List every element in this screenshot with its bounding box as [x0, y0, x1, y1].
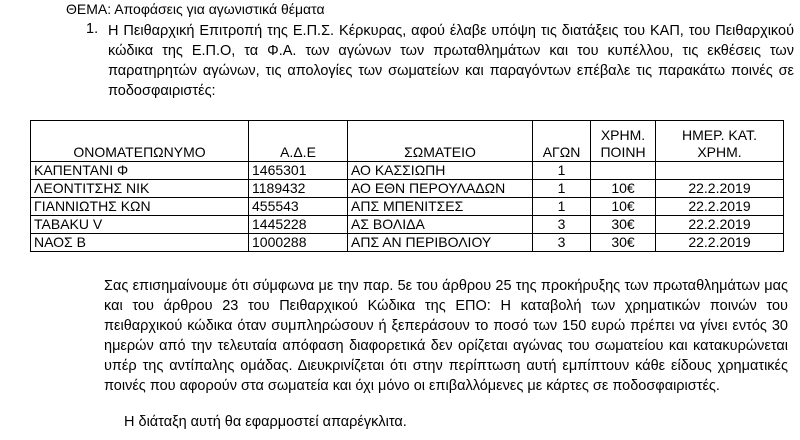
cell-club: ΑΟ ΚΑΣΣΙΩΠΗ — [348, 162, 533, 180]
cell-club: ΑΠΣ ΑΝ ΠΕΡΙΒΟΛΙΟΥ — [348, 234, 533, 252]
cell-fine: 30€ — [591, 216, 656, 234]
item-number: 1. — [86, 21, 99, 37]
table-row — [31, 162, 784, 180]
header-fine: ΧΡΗΜ. ΠΟΙΝΗ — [591, 121, 656, 162]
cell-ade: 1000288 — [249, 234, 348, 252]
cell-date: 22.2.2019 — [656, 180, 784, 198]
header-ade: Α.Δ.Ε — [249, 121, 348, 162]
notice-paragraph — [104, 276, 788, 396]
cell-ade: 1465301 — [249, 162, 348, 180]
table-row — [31, 216, 784, 234]
intro-paragraph — [108, 21, 794, 101]
cell-fine: 30€ — [591, 234, 656, 252]
cell-games: 3 — [533, 234, 591, 252]
document-subject: ΘΕΜΑ: Αποφάσεις για αγωνιστικά θέματα — [66, 1, 325, 17]
table-row — [31, 234, 784, 252]
intro-text: Η Πειθαρχική Επιτροπή της Ε.Π.Σ. Κέρκυρας, αφού έλαβε υπόψη τις διατάξεις του ΚΑΠ, του Πειθαρχικού κώδικα της Ε.Π.Ο, τα Φ.Α. των αγώνων των πρωταθλημάτων και του κυπέλλου, τις εκθέσεις των παρατηρητών αγώνων, τις απολογίες των σωματείων και παραγόντων επέβαλε τις παρακάτω ποινές σε ποδοσφαιριστές: — [108, 23, 794, 99]
cell-name: ΚΑΠΕΝΤΑΝΙ Φ — [31, 162, 249, 180]
cell-name: ΓΙΑΝΝΙΩΤΗΣ ΚΩΝ — [31, 198, 249, 216]
cell-fine — [591, 162, 656, 180]
cell-games: 1 — [533, 180, 591, 198]
cell-ade: 455543 — [249, 198, 348, 216]
header-games: ΑΓΩΝ — [533, 121, 591, 162]
notice-text: Σας επισημαίνουμε ότι σύμφωνα με την παρ. 5ε του άρθρου 25 της προκήρυξης των πρωταθλημάτων μας και του άρθρου 23 του Πειθαρχικού Κώδικα της ΕΠΟ: Η καταβολή των χρηματικών ποινών του πειθαρχικού κώδικα όταν συμπληρώσουν ή ξεπεράσουν το ποσό των 150 ευρώ πρέπει να γίνει εντός 30 ημερών από την τελευταία απόφαση διαφορετικά δεν ορίζεται αγώνας του σωματείου και κατακυρώνεται υπέρ της αντίπαλης ομάδας. Διευκρινίζεται ότι στην περίπτωση αυτή εμπίπτουν κάθε είδους χρηματικές ποινές που αφορούν στα σωματεία και όχι μόνο οι επιβαλλόμενες με κάρτες σε ποδοσφαιριστές. — [104, 278, 788, 394]
cell-date — [656, 162, 784, 180]
cell-ade: 1445228 — [249, 216, 348, 234]
cell-games: 1 — [533, 198, 591, 216]
cell-games: 1 — [533, 162, 591, 180]
cell-club: ΑΠΣ ΜΠΕΝΙΤΣΕΣ — [348, 198, 533, 216]
cell-date: 22.2.2019 — [656, 198, 784, 216]
cell-date: 22.2.2019 — [656, 234, 784, 252]
cell-ade: 1189432 — [249, 180, 348, 198]
header-club: ΣΩΜΑΤΕΙΟ — [348, 121, 533, 162]
cell-club: ΑΟ ΕΘΝ ΠΕΡΟΥΛΑΔΩΝ — [348, 180, 533, 198]
header-name: ΟΝΟΜΑΤΕΠΩΝΥΜΟ — [31, 121, 249, 162]
cell-fine: 10€ — [591, 180, 656, 198]
cell-name: ΝΑΟΣ Β — [31, 234, 249, 252]
table-row — [31, 198, 784, 216]
header-date: ΗΜΕΡ. ΚΑΤ. ΧΡΗΜ. — [656, 121, 784, 162]
table-header-row — [31, 121, 784, 162]
cell-name: TABAKU V — [31, 216, 249, 234]
cell-name: ΛΕΟΝΤΙΤΣΗΣ ΝΙΚ — [31, 180, 249, 198]
final-statement: Η διάταξη αυτή θα εφαρμοστεί απαρέγκλιτα. — [124, 414, 407, 430]
table-row — [31, 180, 784, 198]
cell-club: ΑΣ ΒΟΛΙΔΑ — [348, 216, 533, 234]
cell-fine: 10€ — [591, 198, 656, 216]
cell-games: 3 — [533, 216, 591, 234]
penalties-table — [30, 120, 784, 252]
cell-date: 22.2.2019 — [656, 216, 784, 234]
